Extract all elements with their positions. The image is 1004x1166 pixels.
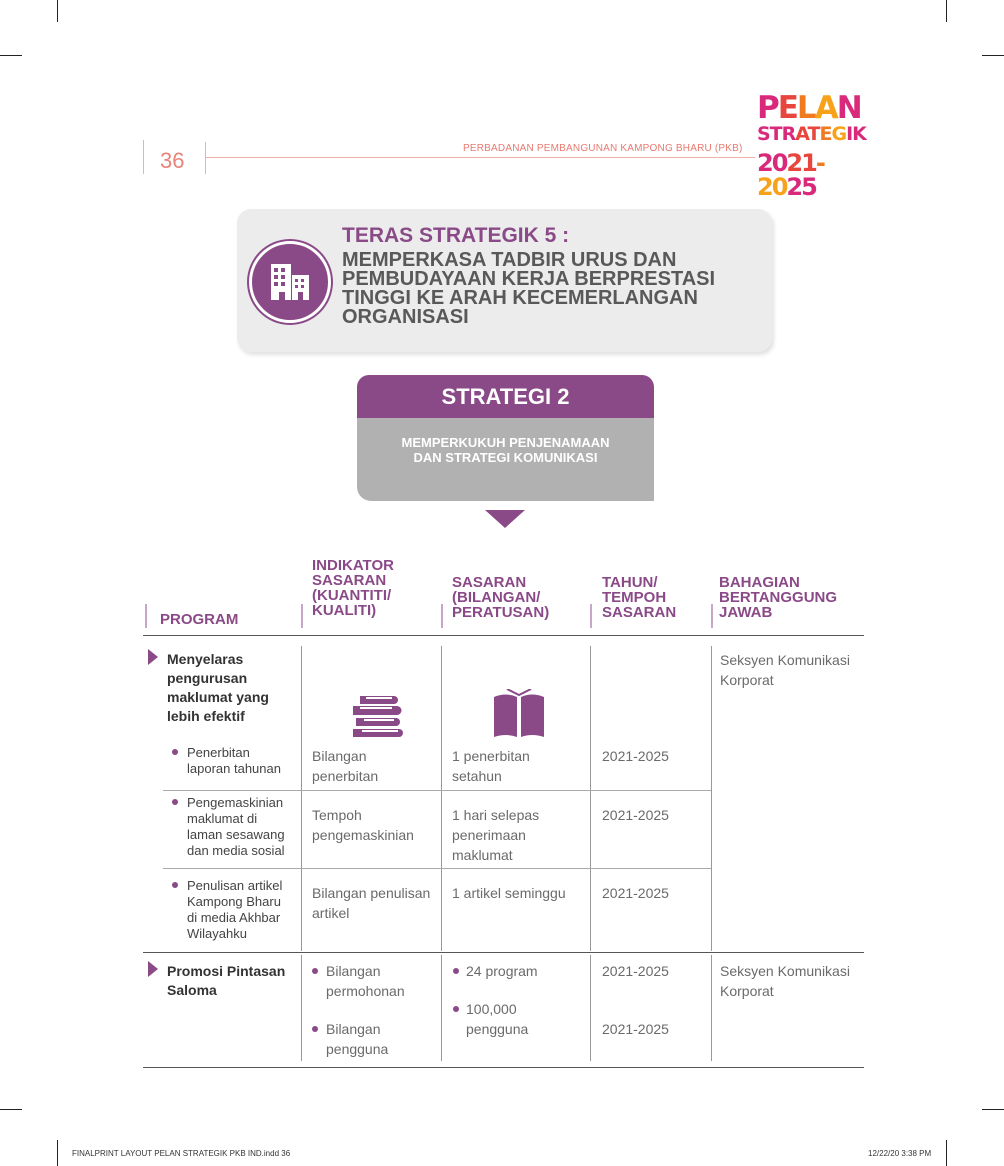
sasaran-cell: 1 penerbitan setahun bbox=[452, 748, 530, 784]
bullet-dot-icon bbox=[312, 968, 318, 974]
bullet-dot-icon bbox=[453, 1006, 459, 1012]
column-divider bbox=[301, 646, 302, 951]
bullet-dot-icon bbox=[453, 968, 459, 974]
books-stack-icon bbox=[350, 694, 410, 738]
sub-program-item: Penerbitan laporan tahunan bbox=[187, 745, 281, 776]
bullet-dot-icon bbox=[312, 1026, 318, 1032]
program-title: Menyelaras pengurusan maklumat yang lebih efektif bbox=[167, 651, 269, 724]
column-divider bbox=[711, 955, 712, 1061]
teras-title: TERAS STRATEGIK 5 : bbox=[342, 224, 570, 247]
indikator-cell: Bilangan penulisan artikel bbox=[312, 885, 431, 921]
sasaran-cell: 1 hari selepas penerimaan maklumat bbox=[452, 807, 540, 863]
tahun-cell: 2021-2025 bbox=[602, 807, 669, 823]
pelan-strategik-logo bbox=[757, 90, 866, 201]
tahun-cell: 2021-2025 bbox=[602, 748, 669, 764]
tahun-cell: 2021-2025 bbox=[602, 1021, 669, 1037]
crop-mark bbox=[982, 55, 1004, 56]
tahun-cell: 2021-2025 bbox=[602, 963, 669, 979]
row-divider bbox=[163, 790, 711, 791]
sub-program-item: Penulisan artikel Kampong Bharu di media Akhbar Wilayahku bbox=[187, 878, 283, 941]
organization-name: PERBADANAN PEMBANGUNAN KAMPONG BHARU (PKB) bbox=[463, 143, 743, 154]
header-divider bbox=[590, 604, 592, 628]
header-divider bbox=[301, 604, 303, 628]
crop-mark bbox=[982, 1109, 1004, 1110]
bahagian-cell: Seksyen Komunikasi Korporat bbox=[720, 963, 850, 999]
header-rule bbox=[205, 142, 206, 174]
program-title: Promosi Pintasan Saloma bbox=[167, 963, 286, 998]
indikator-cell: Bilangan penerbitan bbox=[312, 748, 379, 784]
down-arrow-icon bbox=[485, 510, 525, 528]
column-header-bahagian: BAHAGIAN BERTANGGUNG JAWAB bbox=[719, 574, 838, 621]
column-divider bbox=[711, 646, 712, 951]
column-header-program: PROGRAM bbox=[160, 611, 239, 628]
crop-mark bbox=[0, 1109, 22, 1110]
header-divider bbox=[145, 604, 147, 628]
bullet-dot-icon bbox=[172, 882, 178, 888]
indikator-cell: Tempoh pengemaskinian bbox=[312, 807, 414, 843]
logo-line-1: PELAN bbox=[757, 90, 861, 126]
page-number: 36 bbox=[160, 148, 185, 173]
header-divider bbox=[711, 604, 713, 628]
table-rule-middle bbox=[143, 952, 864, 953]
crop-mark bbox=[57, 1140, 58, 1166]
footer-date: 12/22/20 3:38 PM bbox=[868, 1149, 932, 1158]
column-divider bbox=[301, 955, 302, 1061]
sasaran-cell: 1 artikel seminggu bbox=[452, 885, 566, 901]
triangle-bullet-icon bbox=[148, 961, 158, 977]
column-header-indikator: INDIKATOR SASARAN (KUANTITI/ KUALITI) bbox=[312, 557, 394, 619]
teras-subtitle: MEMPERKASA TADBIR URUS DAN PEMBUDAYAAN KERJA BERPRESTASI TINGGI KE ARAH KECEMERLANGAN ORGANISASI bbox=[342, 249, 716, 328]
crop-mark bbox=[57, 0, 58, 22]
strategi-description-line: DAN STRATEGI KOMUNIKASI bbox=[413, 450, 598, 465]
row-divider bbox=[163, 868, 711, 869]
bahagian-cell: Seksyen Komunikasi Korporat bbox=[720, 652, 850, 688]
strategi-description bbox=[357, 435, 654, 465]
column-divider bbox=[590, 955, 591, 1061]
column-divider bbox=[441, 955, 442, 1061]
sasaran-cell: 24 program bbox=[466, 963, 538, 979]
crop-mark bbox=[946, 1140, 947, 1166]
indikator-cell: Bilangan pengguna bbox=[326, 1021, 389, 1057]
header-divider bbox=[441, 604, 443, 628]
strategi-title: STRATEGI 2 bbox=[441, 384, 570, 409]
tahun-cell: 2021-2025 bbox=[602, 885, 669, 901]
crop-mark bbox=[0, 55, 22, 56]
table-rule-bottom bbox=[143, 1067, 864, 1068]
strategi-description-line: MEMPERKUKUH PENJENAMAAN bbox=[401, 435, 610, 450]
sub-program-item: Pengemaskinian maklumat di laman sesawang dan media sosial bbox=[187, 795, 285, 858]
column-divider bbox=[590, 646, 591, 951]
logo-line-2: STRATEGIK bbox=[757, 123, 866, 145]
buildings-icon bbox=[249, 241, 331, 323]
column-header-tahun: TAHUN/ TEMPOH SASARAN bbox=[602, 574, 677, 621]
bullet-dot-icon bbox=[172, 799, 178, 805]
header-rule bbox=[143, 140, 144, 174]
column-divider bbox=[441, 646, 442, 951]
crop-mark bbox=[946, 0, 947, 22]
sasaran-cell: 100,000 pengguna bbox=[466, 1001, 529, 1037]
header-line bbox=[205, 157, 755, 158]
table-rule-top bbox=[143, 635, 864, 636]
open-book-icon bbox=[492, 689, 546, 739]
column-header-sasaran: SASARAN (BILANGAN/ PERATUSAN) bbox=[452, 574, 550, 621]
indikator-cell: Bilangan permohonan bbox=[326, 963, 405, 999]
logo-line-3: 2021-2025 bbox=[757, 149, 824, 201]
triangle-bullet-icon bbox=[148, 649, 158, 665]
footer-file-name: FINALPRINT LAYOUT PELAN STRATEGIK PKB IND.indd 36 bbox=[72, 1149, 291, 1158]
bullet-dot-icon bbox=[172, 749, 178, 755]
